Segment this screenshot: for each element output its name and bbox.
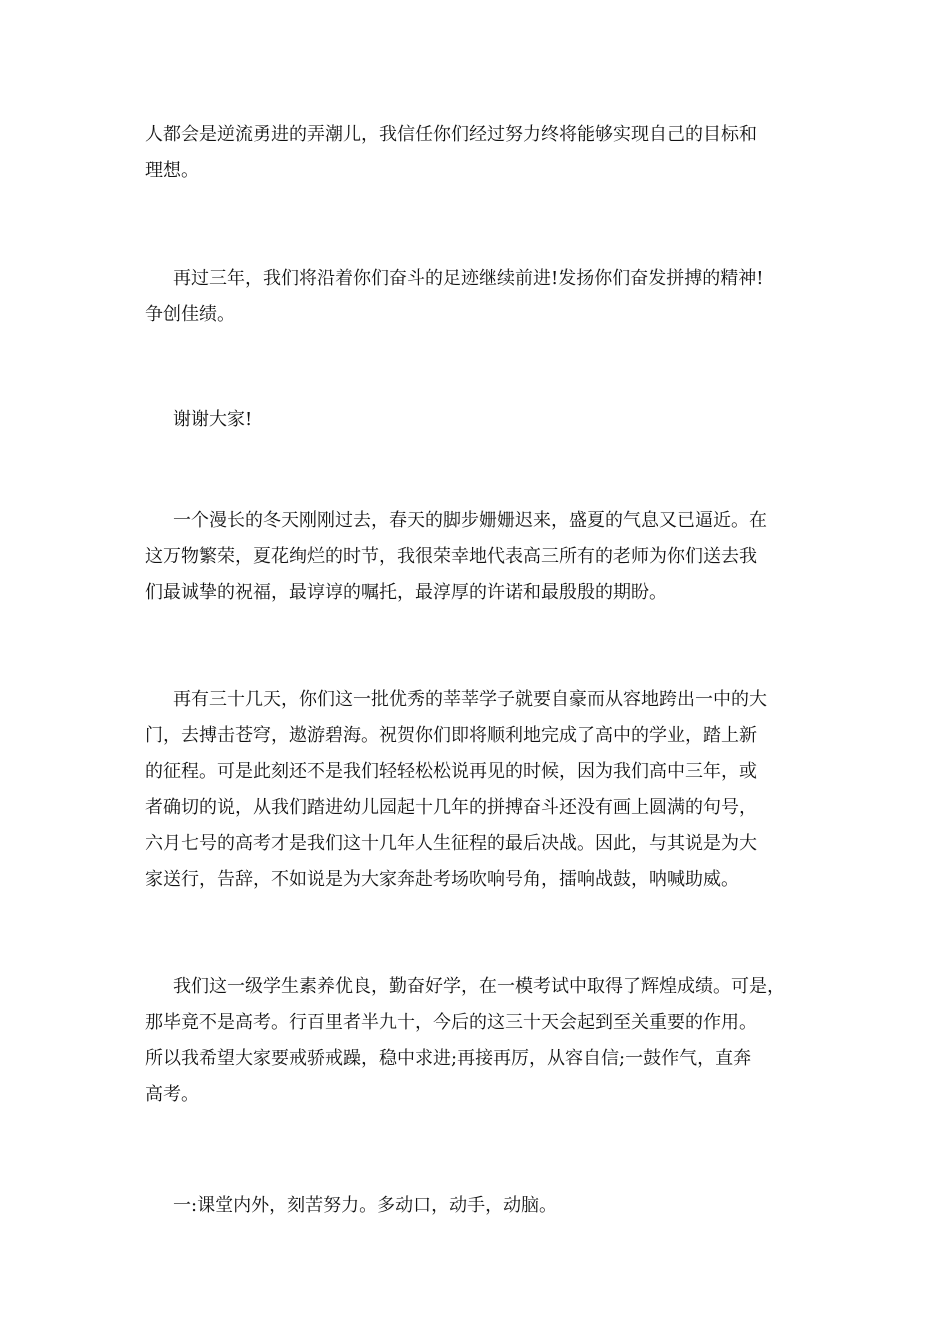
text-line: 者确切的说，从我们踏进幼儿园起十几年的拼搏奋斗还没有画上圆满的句号， <box>145 797 757 818</box>
paragraph-3 <box>145 402 810 438</box>
text-line: 高考。 <box>145 1084 199 1105</box>
text-line: 我们这一级学生素养优良，勤奋好学，在一模考试中取得了辉煌成绩。可是， <box>173 976 785 997</box>
paragraph-2 <box>145 261 810 333</box>
text-line: 那毕竟不是高考。行百里者半九十，今后的这三十天会起到至关重要的作用。 <box>145 1012 757 1033</box>
text-line: 理想。 <box>145 160 199 181</box>
text-line: 的征程。可是此刻还不是我们轻轻松松说再见的时候，因为我们高中三年，或 <box>145 761 757 782</box>
paragraph-7 <box>145 1188 810 1224</box>
text-line: 争创佳绩。 <box>145 304 235 325</box>
text-line: 所以我希望大家要戒骄戒躁，稳中求进;再接再厉，从容自信;一鼓作气，直奔 <box>145 1048 752 1069</box>
text-line: 家送行，告辞，不如说是为大家奔赴考场吹响号角，擂响战鼓，呐喊助威。 <box>145 869 739 890</box>
text-line: 这万物繁荣，夏花绚烂的时节，我很荣幸地代表高三所有的老师为你们送去我 <box>145 546 757 567</box>
paragraph-4 <box>145 503 810 611</box>
text-line: 一个漫长的冬天刚刚过去，春天的脚步姗姗迟来，盛夏的气息又已逼近。在 <box>173 510 767 531</box>
paragraph-6 <box>145 969 810 1113</box>
text-line: 六月七号的高考才是我们这十几年人生征程的最后决战。因此，与其说是为大 <box>145 833 757 854</box>
text-line: 再有三十几天，你们这一批优秀的莘莘学子就要自豪而从容地跨出一中的大 <box>173 689 767 710</box>
paragraph-5 <box>145 682 810 898</box>
text-line: 门，去搏击苍穹，遨游碧海。祝贺你们即将顺利地完成了高中的学业，踏上新 <box>145 725 757 746</box>
text-line: 再过三年，我们将沿着你们奋斗的足迹继续前进!发扬你们奋发拼搏的精神! <box>173 268 764 289</box>
text-line: 谢谢大家! <box>173 409 253 430</box>
text-line: 一:课堂内外，刻苦努力。多动口，动手，动脑。 <box>173 1195 558 1216</box>
text-line: 人都会是逆流勇进的弄潮儿，我信任你们经过努力终将能够实现自己的目标和 <box>145 124 757 145</box>
paragraph-1 <box>145 117 810 189</box>
text-line: 们最诚挚的祝福，最谆谆的嘱托，最淳厚的许诺和最殷殷的期盼。 <box>145 582 667 603</box>
